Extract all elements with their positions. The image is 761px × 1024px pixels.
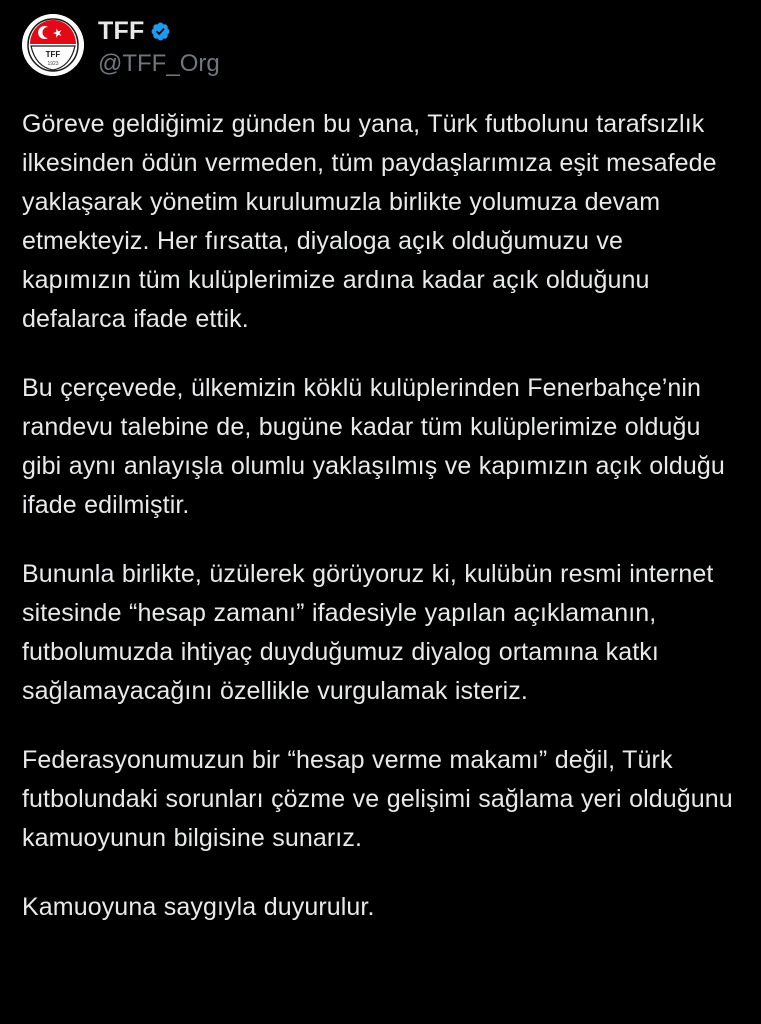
account-identity [98,14,220,79]
tweet-paragraph: Federasyonumuzun bir “hesap verme makamı” değil, Türk futbolundaki sorunları çözme ve gelişimi sağlama yeri olduğunu kamuoyunun bilgisine sunarız. [22,745,733,852]
svg-text:TFF: TFF [45,50,61,59]
tweet-header [22,14,739,89]
svg-text:1923: 1923 [47,61,59,67]
tweet-text [22,89,739,927]
display-name-row [98,18,220,46]
tweet-paragraph: Göreve geldiğimiz günden bu yana, Türk futbolunu tarafsızlık ilkesinden ödün vermeden, tüm paydaşlarımıza eşit mesafede yaklaşarak yönetim kurulumuzla birlikte yolumuza devam etmekteyiz. Her fırsatta, diyaloga açık olduğumuzu ve kapımızın tüm kulüplerimize ardına kadar açık olduğunu defalarca ifade ettik. [22,109,717,333]
display-name[interactable]: TFF [98,17,145,45]
verified-badge-icon [150,21,171,42]
tweet-paragraph: Kamuoyuna saygıyla duyurulur. [22,892,375,921]
tweet-paragraph: Bu çerçevede, ülkemizin köklü kulüplerinden Fenerbahçe’nin randevu talebine de, bugüne kadar tüm kulüplerimize olduğu gibi aynı anlayışla olumlu yaklaşılmış ve kapımızın açık olduğu ifade edilmiştir. [22,373,725,519]
account-handle[interactable]: @TFF_Org [98,49,220,77]
tweet-paragraph: Bununla birlikte, üzülerek görüyoruz ki, kulübün resmi internet sitesinde “hesap zamanı” ifadesiyle yapılan açıklamanın, futbolumuzda ihtiyaç duyduğumuz diyalog ortamına katkı sağlamayacağını özellikle vurgulamak isteriz. [22,559,714,705]
avatar[interactable] [22,14,84,76]
